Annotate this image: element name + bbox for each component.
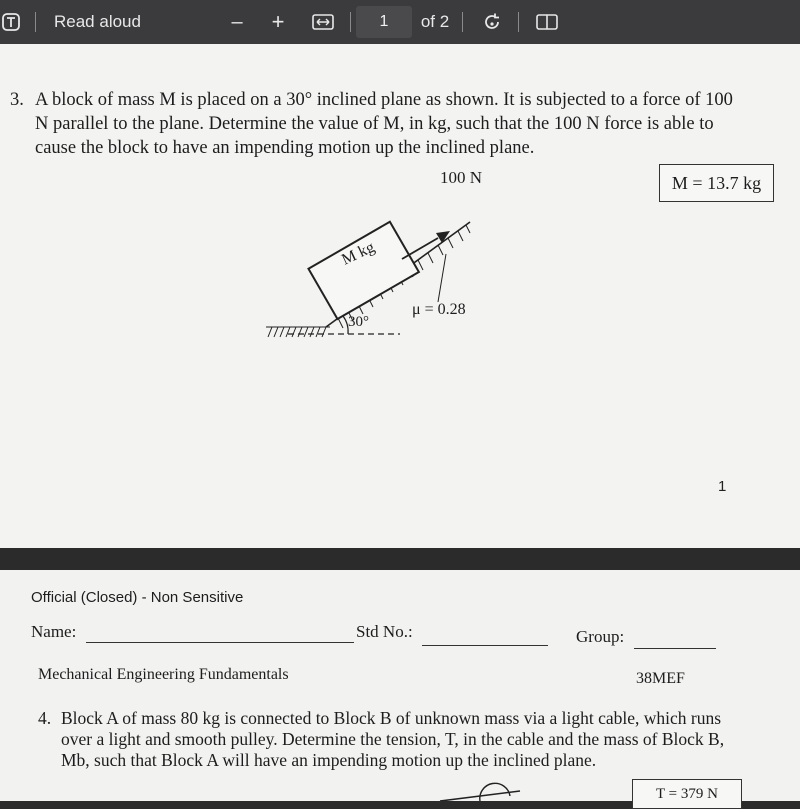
page-total-label: of 2 [420,12,450,31]
rotate-icon [482,12,502,32]
zoom-out-button[interactable] [226,0,248,44]
force-label: 100 N [440,168,483,187]
question-text: A block of mass M is placed on a 30° inclined plane as shown. It is subjected to a force of 100 N parallel to the plane. Determine the value of M, in kg, such that the 100 N force is able to cause the block to have an impending motion up the inclined plane. [35,90,733,158]
fit-width-button[interactable] [310,0,336,44]
minus-icon: – [231,10,243,33]
two-page-icon [536,13,558,31]
two-page-view-button[interactable] [534,0,560,44]
read-aloud-button[interactable] [54,0,144,44]
answer-text: M = 13.7 kg [671,172,762,193]
toolbar-separator [35,12,36,32]
pdf-toolbar [0,0,800,44]
pdf-page-2 [0,570,800,801]
answer-text: T = 379 N [656,786,718,802]
page-number-input[interactable] [356,6,412,38]
toolbar-separator [518,12,519,32]
classification-label: Official (Closed) - Non Sensitive [31,589,244,606]
toolbar-separator [350,12,351,32]
name-label: Name: [31,622,77,641]
partial-diagram [0,570,800,801]
plus-icon: + [271,9,285,34]
inclined-plane-diagram [0,44,800,548]
pdf-page-1 [0,44,800,548]
question-number: 3. [10,90,24,110]
toolbar-separator [462,12,463,32]
page-number: 1 [718,478,727,495]
friction-coefficient-label: μ = 0.28 [412,301,466,318]
rotate-button[interactable] [480,0,504,44]
std-no-label: Std No.: [356,622,413,641]
answer-box [632,779,742,809]
angle-label: 30° [348,314,369,330]
course-title: Mechanical Engineering Fundamentals [38,666,289,683]
course-code: 38MEF [636,670,685,687]
zoom-in-button[interactable] [266,0,290,44]
block-label: M kg [339,238,378,269]
group-label: Group: [576,627,625,646]
fit-width-icon [312,14,334,30]
page-total [420,0,450,44]
question-number: 4. [38,708,52,728]
read-aloud-label: Read aloud [54,12,141,31]
question-text: Block A of mass 80 kg is connected to Block B of unknown mass via a light cable, which runs over a light and smooth pulley. Determine the tension, T, in the cable and the mass of Block B, Mb, such that Block A will have an impending motion up the inclined plane. [61,708,725,770]
text-icon[interactable] [0,0,22,44]
